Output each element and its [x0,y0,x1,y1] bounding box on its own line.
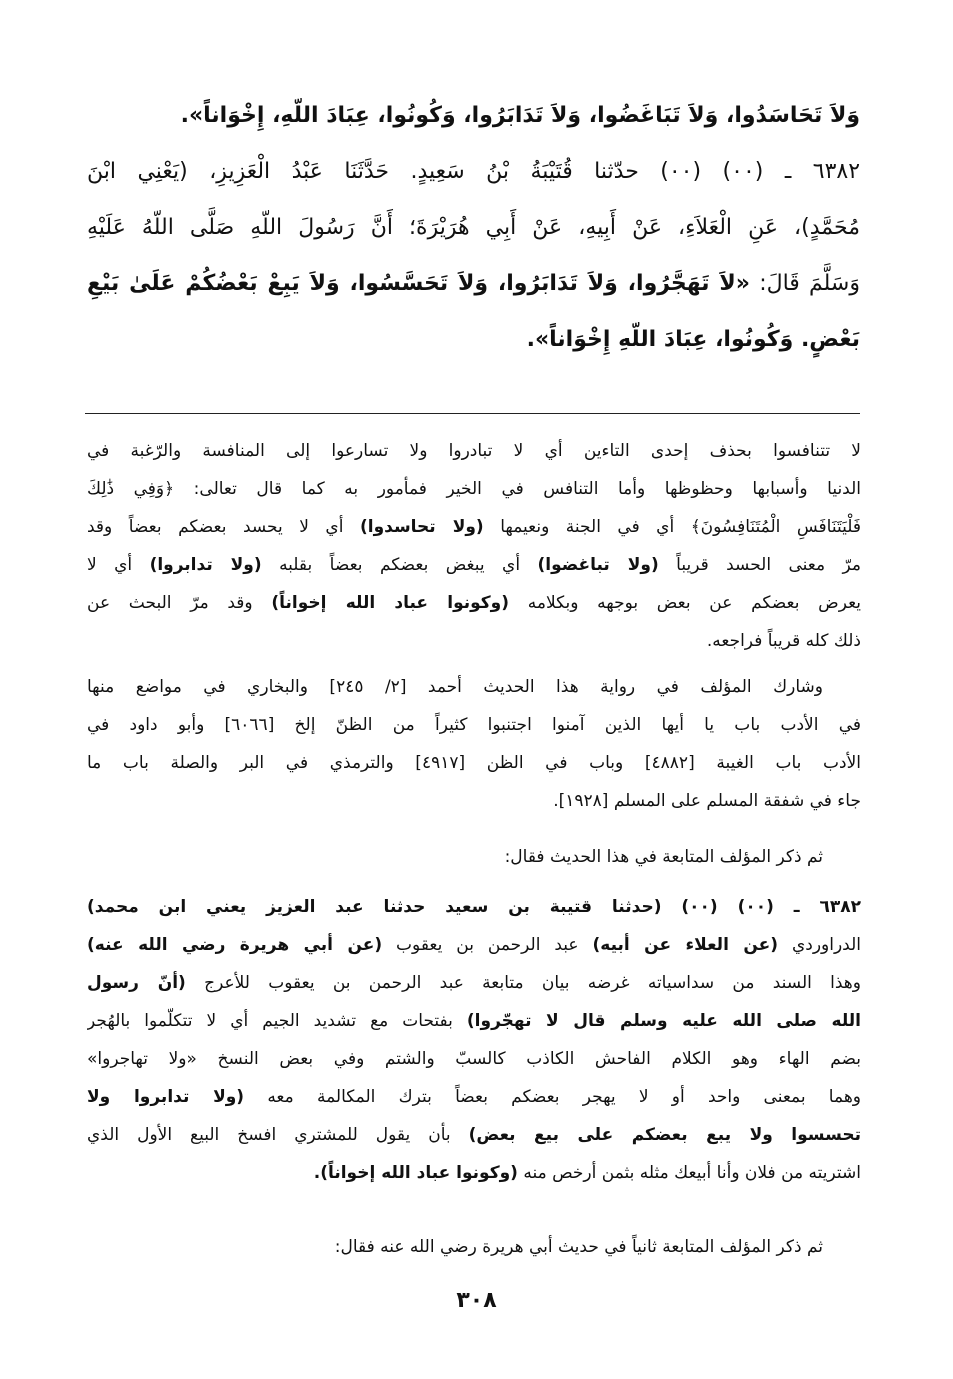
main-line-4-bold: «لاَ تَهَجَّرُوا، وَلاَ تَدَابَرُوا، وَلاَ تَحَسَّسُوا، وَلاَ يَبِعْ بَعْضُكُمْ عَلَىٰ بَيْعِ [87,271,751,296]
commentary-line [87,546,861,584]
commentary-bold-segment: (ولا تباغضوا) [537,555,659,575]
commentary-segment: اشتريته من فلان وأنا أبيعك مثله بثمن أرخص منه [523,1163,861,1183]
commentary-bold-segment: (ولا تدابروا ولا [87,1087,245,1107]
commentary-line: لا تتنافسوا بحذف إحدى التاءين أي لا تبادروا ولا تسارعوا إلى المنافسة والرّغبة في [87,441,861,461]
commentary-segment: أي لا يحسد بعضكم بعضاً وقد [87,517,344,537]
commentary-line: ٦٣٨٢ ـ (٠٠) (٠٠) (حدثنا قتيبة بن سعيد حدثنا عبد العزيز يعني ابن محمد) [87,897,861,917]
commentary-segment: وهما بمعنى واحد أو لا يهجر بعضكم بعضاً بترك المكالمة معه [267,1087,861,1107]
commentary-line [87,1002,861,1040]
commentary-segment: أي لا [87,555,133,575]
commentary-line: ثم ذكر المؤلف المتابعة في هذا الحديث فقال: [504,847,823,867]
main-line-1: وَلاَ تَحَاسَدُوا، وَلاَ تَبَاغَضُوا، وَلاَ تَدَابَرُوا، وَكُونُوا، عِبَادَ اللّهِ، إِخْوَاناً». [180,103,860,128]
commentary-line [87,1078,861,1116]
page-number: ٣٠٨ [456,1288,497,1313]
commentary-paragraph-2 [87,668,861,820]
commentary-bold-segment: (ولا تدابروا) [149,555,262,575]
commentary-bold-segment: (وكونوا عباد الله إخواناً). [313,1163,518,1183]
commentary-line [87,1154,861,1192]
commentary-paragraph-3 [87,838,861,876]
commentary-segment: عبد الرحمن بن يعقوب [396,935,579,955]
commentary-bold-segment: (أنّ رسول [87,973,186,993]
main-line-4-normal: وَسَلَّمَ قَالَ: [759,271,860,296]
commentary-segment: مرّ معنى الحسد قريباً [676,555,861,575]
main-hadith-text [87,88,860,368]
commentary-line [87,964,861,1002]
commentary-segment: وهذا السند من سداسياته غرضه بيان متابعة عبد الرحمن بن يعقوب للأعرج [204,973,861,993]
commentary-paragraph-4 [87,888,861,1192]
commentary-bold-segment: (وكونوا عباد الله إخواناً) [271,593,510,613]
footnote-divider [85,413,860,414]
commentary-line: جاء في شفقة المسلم على المسلم [١٩٢٨]. [553,791,861,811]
commentary-segment: الدراوردي [791,935,861,955]
commentary-line [87,1116,861,1154]
commentary-line: الدنيا وأسبابها وحظوظها وأما التنافس في الخير فمأمور به كما قال تعالى: ﴿وَفِي ذَٰلِكَ [87,479,861,499]
main-line-5: بَعْضٍ. وَكُونُوا، عِبَادَ اللّهِ إِخْوَاناً». [526,327,860,352]
commentary-line: بضم الهاء وهو الكلام الفاحش الكاذب كالسبّ والشتم وفي بعض النسخ «ولا تهاجروا» [87,1049,861,1069]
commentary-line: وشارك المؤلف في رواية هذا الحديث أحمد [٢/ ٢٤٥] والبخاري في مواضع منها [87,677,823,697]
commentary-paragraph-5 [87,1228,861,1266]
commentary-segment: يعرض بعضكم عن بعض بوجهه وبكلامه [527,593,861,613]
commentary-line [87,508,861,546]
commentary-line [87,584,861,622]
commentary-line: ثم ذكر المؤلف المتابعة ثانياً في حديث أبي هريرة رضي الله عنه فقال: [334,1237,823,1257]
main-line-3: مُحَمَّدٍ)، عَنِ الْعَلاَءِ، عَنْ أَبِيهِ، عَنْ أَبِي هُرَيْرَةَ؛ أَنَّ رَسُولَ اللّهِ صَلَّى اللّهُ عَلَيْهِ [87,215,860,240]
commentary-text [87,432,861,660]
commentary-line: ذلك كله قريباً فراجعه. [706,631,861,651]
commentary-bold-segment: (عن أبي هريرة رضي الله عنه) [87,935,383,955]
commentary-bold-segment: (ولا تحاسدوا) [359,517,484,537]
commentary-line: في الأدب باب يا أيها الذين آمنوا اجتنبوا كثيراً من الظنّ إلخ [٦٠٦٦] وأبو داود في [87,715,861,735]
commentary-line [87,926,861,964]
commentary-bold-segment: (عن العلاء عن أبيه) [592,935,779,955]
commentary-segment: بأن يقول للمشتري افسخ البيع الأول الذي [87,1125,451,1145]
commentary-segment: فَلْيَتَنَافَسِ الْمُتَنَافِسُونَ﴾ أي في الجنة ونعيمها [500,517,861,537]
commentary-segment: وقد مرّ البحث عن [87,593,253,613]
main-line-4 [87,256,860,312]
commentary-bold-segment: الله صلى الله عليه وسلم قال لا تهجّروا) [466,1011,861,1031]
commentary-segment: بفتحات مع تشديد الجيم أي لا تتكلّموا بالهُجر [87,1011,453,1031]
main-line-2: ٦٣٨٢ ـ (٠٠) (٠٠) حدّثنا قُتَيْبَةُ بْنُ سَعِيدٍ. حَدَّثَنَا عَبْدُ الْعَزِيزِ، (يَعْنِي ابْنَ [87,159,860,184]
commentary-bold-segment: تحسسوا ولا يبع بعضكم على بيع بعض) [468,1125,861,1145]
commentary-line: الأدب باب الغيبة [٤٨٨٢] وباب في الظن [٤٩١٧] والترمذي في البر والصلة باب ما [87,753,861,773]
commentary-segment: أي يبغض بعضكم بعضاً بقلبه [279,555,521,575]
